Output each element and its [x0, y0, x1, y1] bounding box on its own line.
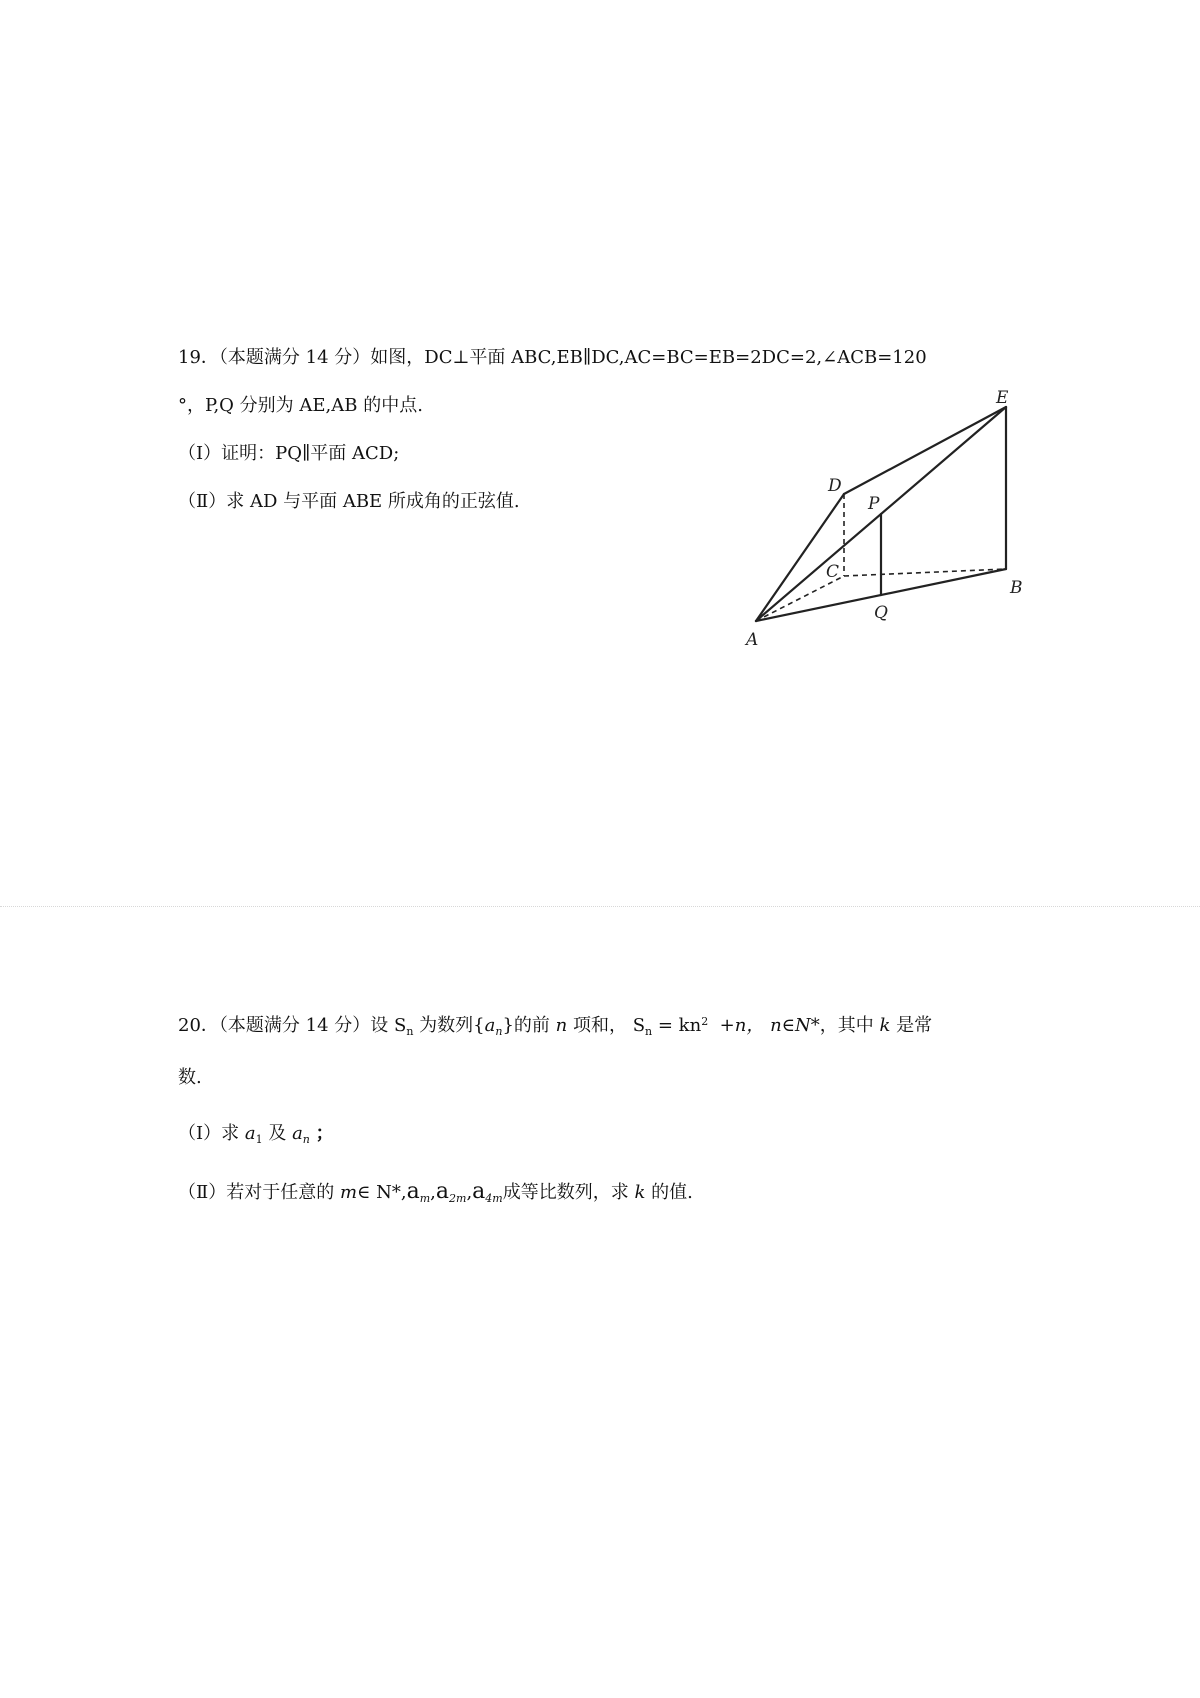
q19-points: （本题满分 14 分）: [218, 347, 371, 368]
label-D: D: [828, 476, 842, 496]
q20-an: a: [292, 1123, 303, 1144]
q20-S2-subscript: n: [645, 1025, 653, 1038]
q20-a1-subscript: 1: [255, 1133, 263, 1146]
q20-a4m: a: [472, 1179, 486, 1204]
q20-a1: a: [244, 1123, 256, 1144]
q20-number: 20．: [178, 1015, 219, 1036]
q19-part-2: （Ⅱ）求 AD 与平面 ABE 所成角的正弦值.: [178, 491, 520, 512]
q20-n-in-N: n∈N*: [770, 1015, 820, 1036]
label-Q: Q: [874, 603, 888, 623]
q20-S: S: [394, 1015, 407, 1036]
q19-line-1: [178, 346, 927, 370]
page-divider: [0, 906, 1200, 907]
q20-text-sum: 项和，: [572, 1015, 627, 1036]
q20-semicolon: ；: [315, 1123, 334, 1144]
q20-n: n: [555, 1015, 568, 1036]
label-C: C: [826, 562, 840, 582]
q20-text-and: 及: [268, 1123, 287, 1144]
q20-k2: k: [634, 1182, 646, 1203]
label-E: E: [996, 388, 1009, 408]
q20-m-in-N: ∈ N*,: [357, 1182, 407, 1203]
q20-a-subscript: n: [495, 1025, 503, 1038]
q20-eq: = kn: [657, 1015, 702, 1036]
q20-text-front: 的前: [513, 1015, 550, 1036]
q20-an-subscript: n: [302, 1133, 310, 1146]
q20-text-end: 的值.: [651, 1182, 693, 1203]
q20-part-2: [178, 1180, 693, 1211]
q20-a2m-subscript: 2m: [449, 1192, 467, 1205]
label-B: B: [1010, 578, 1023, 598]
q20-points: （本题满分 14 分）: [218, 1015, 371, 1036]
q19-geometry-figure: [740, 385, 1040, 655]
q19-part-1: （Ⅰ）证明：PQ∥平面 ACD;: [178, 443, 400, 464]
q20-S-subscript: n: [406, 1025, 414, 1038]
q20-a4m-subscript: 4m: [485, 1192, 503, 1205]
q20-S2: S: [632, 1015, 646, 1036]
q20-lbrace: {: [473, 1015, 485, 1036]
q19-number: 19．: [178, 347, 219, 368]
q19-stem-1: 如图，DC⊥平面 ABC,EB∥DC,AC=BC=EB=2DC=2,∠ACB=120: [370, 347, 927, 368]
q20-comma-1: ,: [430, 1182, 436, 1203]
q20-part-2-label: （Ⅱ）若对于任意的: [178, 1182, 335, 1203]
q20-text-const: 是常: [896, 1015, 933, 1036]
q20-k: k: [879, 1015, 891, 1036]
q20-rbrace: }: [502, 1015, 514, 1036]
q20-plus-n: +n，: [719, 1015, 765, 1036]
edge-DE: [844, 407, 1006, 494]
q20-m: m: [339, 1182, 358, 1203]
q20-line-2: 数.: [178, 1067, 202, 1088]
q20-a: a: [484, 1015, 496, 1036]
q20-part-1: [178, 1122, 334, 1152]
q20-square: 2: [701, 1015, 709, 1028]
q20-am: a: [406, 1179, 420, 1204]
q20-comma-2: ,: [466, 1182, 473, 1203]
q20-text-wei: 为数列: [419, 1015, 474, 1036]
label-A: A: [746, 630, 759, 650]
label-P: P: [868, 494, 880, 514]
q20-am-subscript: m: [419, 1192, 431, 1205]
q20-text-she: 设: [370, 1015, 389, 1036]
q20-line-1: [178, 1010, 932, 1044]
q20-text-where: ，其中: [819, 1015, 874, 1036]
q20-a2m: a: [435, 1179, 449, 1204]
q20-text-geometric: 成等比数列，求: [502, 1182, 629, 1203]
q19-stem-2: °，P,Q 分别为 AE,AB 的中点.: [178, 395, 423, 416]
q20-part-1-label: （I）求: [178, 1123, 240, 1144]
